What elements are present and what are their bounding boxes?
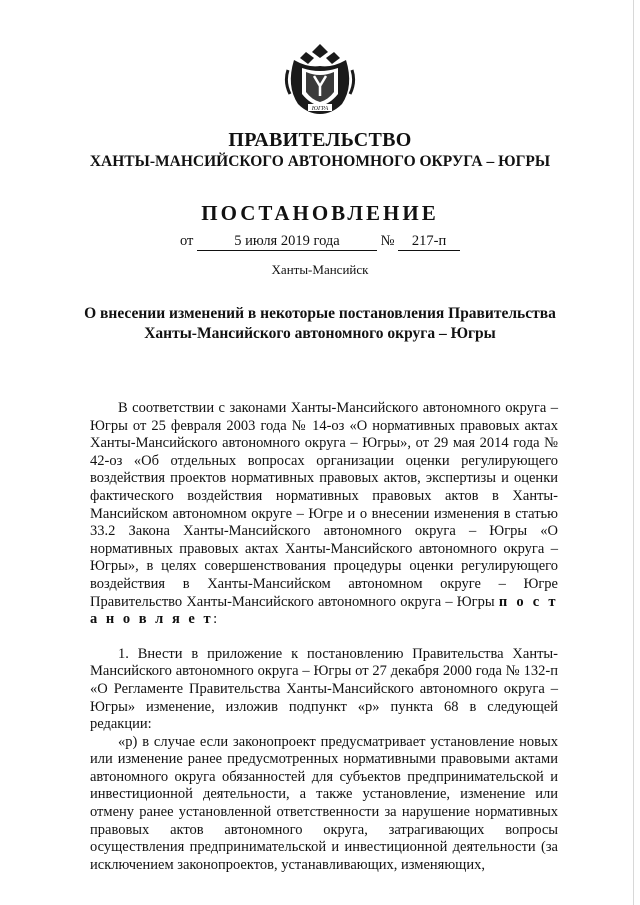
heading-line-2: Ханты-Мансийского автономного округа – Югры bbox=[144, 325, 496, 342]
preamble-text: В соответствии с законами Ханты-Мансийского автономного округа – Югры от 25 февраля 2003 года № 14-оз «О нормативных правовых актах Ханты-Мансийского автономного округа – Югры», от 29 мая 2014 года № 42-оз «Об отдельных вопросах организации оценки регулирующего воздействия проектов нормативных правовых актов, экспертизы и оценки фактического воздействия нормативных правовых актов в Ханты-Мансийском автономном округе – Югре и о внесении изменения в статью 33.2 Закона Ханты-Мансийского автономного округа – Югры «О нормативных правовых актах Ханты-Мансийского автономного округа – Югры», в целях совершенствования процедуры оценки регулирующего воздействия в Ханты-Мансийском автономном округе – Югре Правительство Ханты-Мансийского автономного округа – Югры bbox=[90, 400, 558, 610]
item-1-quote: «р) в случае если законопроект предусматривает установление новых или изменение ранее предусмотренных нормативными правовыми актами автономного округа обязанностей для субъектов предпринимательской и инвестиционной деятельности, а также установление, изменение или отмену ранее установленной ответственности за нарушение нормативных правовых актов автономного округа, затрагивающих вопросы осуществления предпринимательской и инвестиционной деятельности (за исключением законопроектов, устанавливающих, изменяющих, bbox=[90, 733, 558, 873]
document-heading bbox=[70, 304, 570, 344]
svg-text:ЮГРА: ЮГРА bbox=[311, 106, 329, 112]
heading-line-1: О внесении изменений в некоторые постановления Правительства bbox=[84, 305, 556, 322]
document-body bbox=[90, 400, 558, 874]
number-prefix: № bbox=[380, 233, 395, 249]
coat-of-arms-icon bbox=[284, 42, 356, 116]
preamble-paragraph bbox=[90, 400, 558, 629]
document-number: 217-п bbox=[398, 232, 460, 251]
city: Ханты-Мансийск bbox=[271, 262, 369, 277]
date-number-line bbox=[0, 232, 640, 251]
document-date: 5 июля 2019 года bbox=[197, 232, 377, 251]
date-prefix: от bbox=[179, 233, 194, 249]
region-title: ХАНТЫ-МАНСИЙСКОГО АВТОНОМНОГО ОКРУГА – ЮГРЫ bbox=[89, 153, 551, 170]
decree-colon: : bbox=[213, 611, 218, 628]
item-1-paragraph: 1. Внести в приложение к постановлению Правительства Ханты-Мансийского автономного округа – Югры от 27 декабря 2000 года № 132-п «О Регламенте Правительства Ханты-Мансийского автономного округа – Югры» изменение, изложив подпункт «р» пункта 68 в следующей редакции: bbox=[90, 645, 558, 733]
decree-word: п о с т а н о в л я е т bbox=[90, 593, 558, 628]
government-title: ПРАВИТЕЛЬСТВО bbox=[228, 129, 412, 151]
document-type: ПОСТАНОВЛЕНИЕ bbox=[201, 201, 439, 225]
